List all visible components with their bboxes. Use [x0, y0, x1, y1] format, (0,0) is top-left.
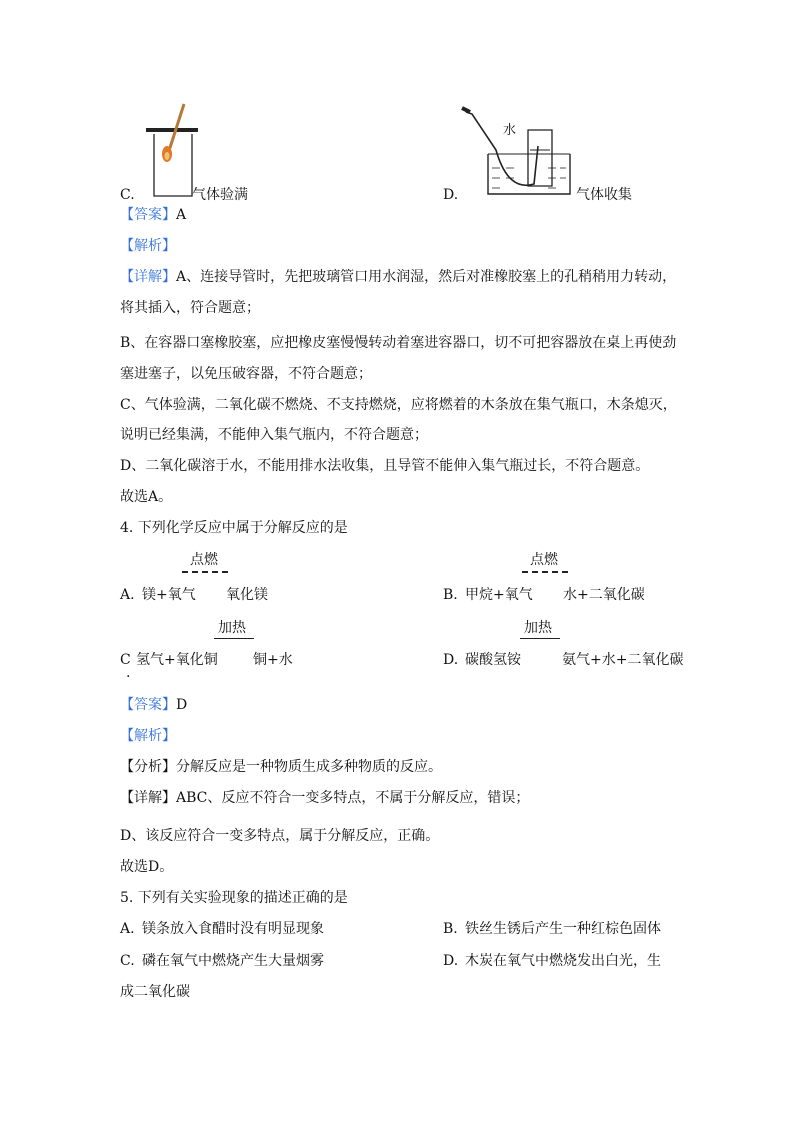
products: 水+二氧化碳	[563, 587, 645, 603]
q3-detail-line-2: 将其插入，符合题意；	[120, 300, 260, 316]
option-letter: B.	[443, 921, 458, 937]
products: 氧化镁	[226, 587, 268, 603]
q4-stem: 4. 下列化学反应中属于分解反应的是	[120, 520, 348, 536]
q3-detail-line-5: C、气体验满，二氧化碳不燃烧、不支持燃烧，应将燃着的木条放在集气瓶口，木条熄灭，	[120, 397, 677, 413]
reaction-condition: 点燃	[190, 552, 218, 568]
products: 氨气+水+二氧化碳	[562, 652, 684, 668]
q3-conclusion: 故选A。	[120, 489, 173, 505]
q4-answer	[120, 696, 187, 714]
reactants: 甲烷+氧气	[465, 587, 533, 603]
fenxi-tag: 【分析】	[120, 759, 176, 775]
q3-detail-line-1: 【详解】A、连接导管时，先把玻璃管口用水润湿，然后对准橡胶塞上的孔稍稍用力转动，	[120, 269, 677, 285]
option-text: 木炭在氧气中燃烧发出白光，生	[465, 953, 661, 969]
reaction-condition: 点燃	[530, 552, 558, 568]
q3-detail-line-4: 塞进塞子，以免压破容器，不符合题意；	[120, 366, 372, 382]
option-letter: B.	[443, 587, 458, 603]
detail-tag: 【详解】	[120, 269, 176, 285]
detail-tag: 【详解】	[120, 790, 176, 806]
answer-value: A	[176, 207, 187, 223]
reaction-arrow	[522, 571, 568, 573]
option-dot: .	[126, 665, 131, 681]
reaction-condition: 加热	[524, 620, 552, 636]
option-text: 铁丝生锈后产生一种红棕色固体	[465, 921, 661, 937]
reaction-condition: 加热	[218, 620, 246, 636]
option-c-caption: 气体验满	[192, 187, 248, 203]
option-letter: A.	[120, 921, 135, 937]
reactants: 镁+氧气	[142, 587, 196, 603]
answer-tag: 【答案】	[120, 697, 176, 713]
option-text: 磷在氧气中燃烧产生大量烟雾	[142, 953, 324, 969]
q5-option-d-continued: 成二氧化碳	[120, 984, 190, 1000]
q3-detail-line-3: B、在容器口塞橡胶塞，应把橡皮塞慢慢转动着塞进容器口，切不可把容器放在桌上再使劲	[120, 335, 677, 351]
q4-fenxi: 【分析】分解反应是一种物质生成多种物质的反应。	[120, 759, 442, 775]
products: 铜+水	[253, 652, 293, 668]
q5-stem: 5. 下列有关实验现象的描述正确的是	[120, 890, 348, 906]
analysis-tag: 【解析】	[120, 728, 176, 744]
q4-detail-2: D、该反应符合一变多特点，属于分解反应，正确。	[120, 828, 440, 844]
analysis-tag: 【解析】	[120, 238, 176, 254]
option-letter: A.	[120, 587, 135, 603]
q3-detail-line-7: D、二氧化碳溶于水，不能用排水法收集，且导管不能伸入集气瓶过长，不符合题意。	[120, 458, 650, 474]
q4-analysis	[120, 727, 176, 745]
reactants: 碳酸氢铵	[465, 652, 521, 668]
reaction-arrow	[214, 638, 254, 639]
q3-analysis	[120, 237, 176, 255]
answer-value: D	[176, 697, 188, 713]
reaction-arrow	[520, 638, 560, 639]
reaction-arrow	[182, 571, 228, 573]
gas-bottle-test-image	[140, 104, 200, 200]
water-collection-image	[462, 106, 578, 198]
option-c-letter: C.	[120, 187, 135, 203]
option-letter: D.	[443, 652, 459, 668]
water-label: 水	[503, 123, 517, 138]
option-letter: C	[120, 652, 131, 668]
option-d-letter: D.	[443, 187, 459, 203]
q4-conclusion: 故选D。	[120, 859, 174, 875]
option-letter: D.	[443, 953, 459, 969]
answer-tag: 【答案】	[120, 207, 176, 223]
option-text: 镁条放入食醋时没有明显现象	[142, 921, 324, 937]
option-letter: C.	[120, 953, 135, 969]
reactants: 氢气+氧化铜	[136, 652, 218, 668]
option-d-caption: 气体收集	[576, 187, 632, 203]
q4-detail: 【详解】ABC、反应不符合一变多特点，不属于分解反应，错误；	[120, 790, 530, 806]
q3-answer	[120, 206, 186, 224]
q3-detail-line-6: 说明已经集满，不能伸入集气瓶内，不符合题意；	[120, 427, 428, 443]
